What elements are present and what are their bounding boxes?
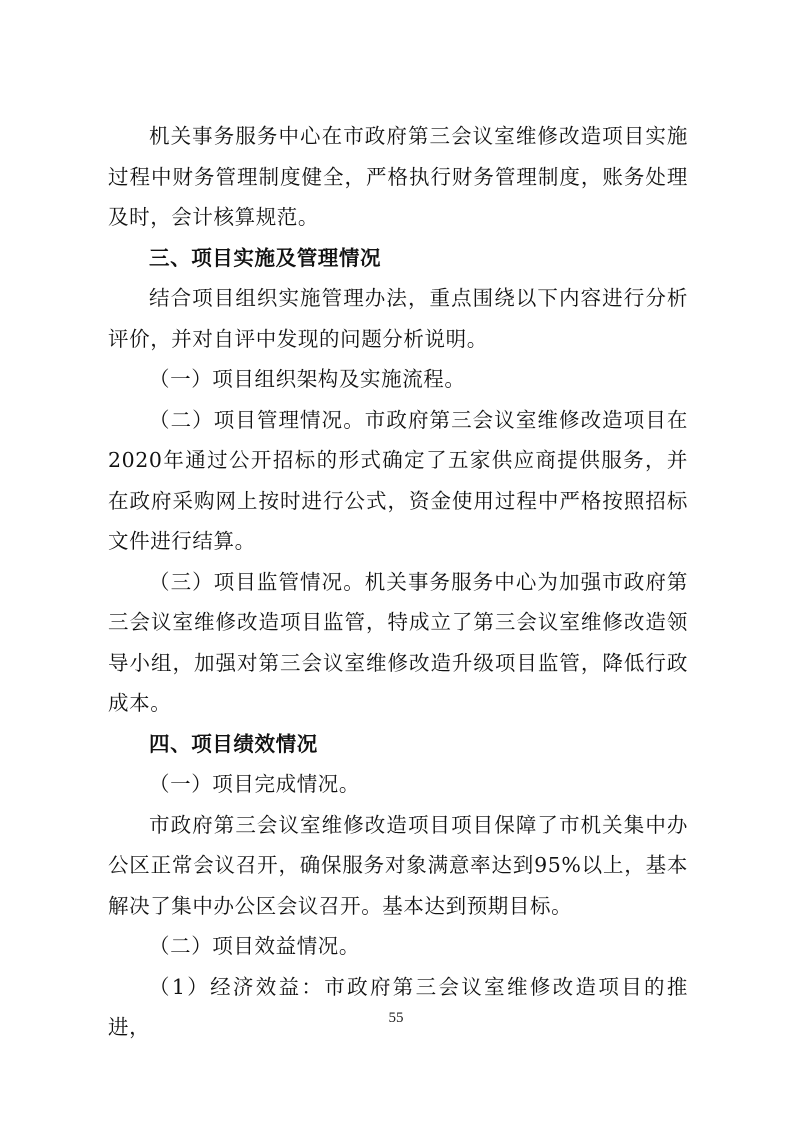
section-heading-performance: 四、项目绩效情况 <box>149 731 318 756</box>
paragraph-completion-heading: （一）项目完成情况。 <box>149 772 360 796</box>
paragraph-finance-management: 机关事务服务中心在市政府第三会议室维修改造项目实施过程中财务管理制度健全，严格执行财务管理制度，账务处理及时，会计核算规范。 <box>108 124 688 229</box>
paragraph-benefit-heading: （二）项目效益情况。 <box>149 934 360 958</box>
section-heading-implementation: 三、项目实施及管理情况 <box>149 245 382 270</box>
paragraph-economic-benefit: （1）经济效益：市政府第三会议室维修改造项目的推进， <box>108 974 688 1039</box>
paragraph-evaluation-intro: 结合项目组织实施管理办法，重点围绕以下内容进行分析评价，并对自评中发现的问题分析说明。 <box>108 286 688 351</box>
paragraph-project-supervision: （三）项目监管情况。机关事务服务中心为加强市政府第三会议室维修改造项目监管，特成立了第三会议室维修改造领导小组，加强对第三会议室维修改造升级项目监管，降低行政成本。 <box>108 569 688 715</box>
paragraph-project-management: （二）项目管理情况。市政府第三会议室维修改造项目在2020年通过公开招标的形式确定了五家供应商提供服务，并在政府采购网上按时进行公式，资金使用过程中严格按照招标文件进行结算。 <box>108 407 688 553</box>
paragraph-completion-detail: 市政府第三会议室维修改造项目项目保障了市机关集中办公区正常会议召开，确保服务对象满意率达到95%以上，基本解决了集中办公区会议召开。基本达到预期目标。 <box>108 812 688 918</box>
paragraph-organization-structure: （一）项目组织架构及实施流程。 <box>149 367 466 391</box>
document-body <box>108 116 688 1048</box>
page-number: 55 <box>388 1010 404 1026</box>
